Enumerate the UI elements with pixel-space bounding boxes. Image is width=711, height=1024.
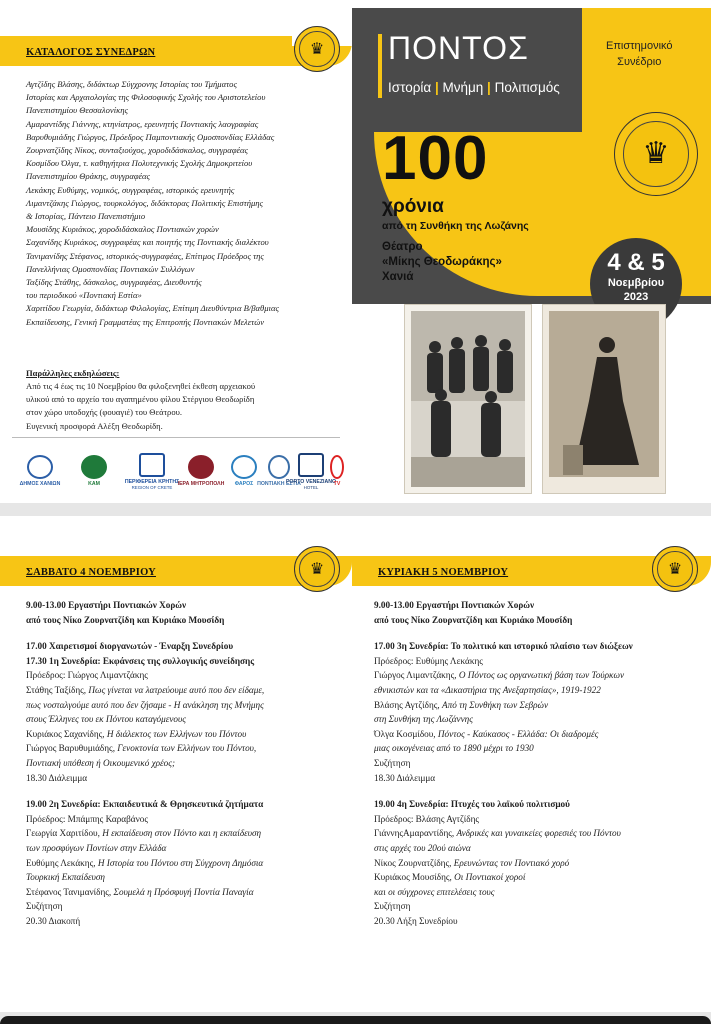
program-line — [374, 870, 633, 885]
program-title-italic: εθνικιστών και τα «Δικαστήρια της Ανεξαρτησίας», 1919-1922 — [374, 684, 601, 695]
program-text: από τους Νίκο Ζουρνατζίδη και Κυριάκο Μουσίδη — [374, 614, 573, 625]
program-title-italic: Ο Πόντος ως οργανωτική βάση των Τούρκων — [458, 670, 625, 681]
divider — [12, 437, 340, 438]
catalog-line: Αγτζίδης Βλάσης, διδάκτωρ Σύγχρονης Ιστορίας του Τμήματος — [26, 79, 237, 89]
parallel-line: στον χώρο υποδοχής (φουαγιέ) του Θεάτρου. — [26, 407, 183, 418]
sponsor-logo — [330, 448, 344, 494]
program-text: Όλγα Κοσμίδου, — [374, 728, 438, 739]
program-text: Βλάσης Αγτζίδης, — [374, 699, 442, 710]
program-text: Γεωργία Χαριτίδου, — [26, 828, 103, 839]
logo-name: ΠΟΝΤΙΑΚΗ ΕΣΤΙΑ — [257, 481, 301, 487]
program-text: 17.30 1η Συνεδρία: Εκφάνσεις της συλλογικής συνείδησης — [26, 655, 255, 666]
program-text: 19.00 4η Συνεδρία: Πτυχές του λαϊκού πολιτισμού — [374, 799, 570, 810]
program-line — [26, 683, 264, 698]
program-title-italic: Η Ιστορία του Πόντου στη Σύγχρονη Δημόσια — [97, 857, 264, 868]
catalog-line: Αμαραντίδης Γιάννης, κτηνίατρος, ερευνητής Ποντιακής λαογραφίας — [26, 118, 259, 129]
cover-title: ΠΟΝΤΟΣ — [388, 30, 529, 66]
program-line — [374, 712, 633, 727]
big-number: 100 — [382, 124, 489, 193]
sponsor-logo — [228, 448, 260, 494]
program-title-italic: Πως γίνεται να λατρεύουμε αυτό που δεν είδαμε, — [88, 684, 265, 695]
logo-mark-icon — [139, 453, 165, 477]
program-title-italic: Τουρκική Εκπαίδευση — [26, 872, 105, 883]
catalog-line: Λεκάκης Ευθύμης, νομικός, συγγραφέας, ιστορικός ερευνητής — [26, 184, 235, 195]
program-line — [26, 654, 264, 669]
logo-name: PORTO VENEZIANO — [285, 478, 337, 485]
program-title-italic: πως νοσταλγούμε αυτό που δεν ζήσαμε - Η ανάκληση της Μνήμης — [26, 699, 264, 710]
venue: Θέατρο «Μίκης Θεοδωράκης» Χανιά — [382, 241, 502, 283]
saturday-title: ΣΑΒΒΑΤΟ 4 ΝΟΕΜΒΡΙΟΥ — [26, 567, 156, 578]
sunday-title: ΚΥΡΙΑΚΗ 5 ΝΟΕΜΒΡΙΟΥ — [378, 567, 509, 578]
catalog-line: Πανελλήνιας Ομοσπονδίας Ποντιακών Συλλόγων — [26, 263, 195, 274]
program-text: 18.30 Διάλειμμα — [374, 772, 436, 783]
program-line — [26, 613, 264, 628]
spacer — [26, 785, 264, 797]
program-text: Πρόεδρος: Μπάμπης Καραβάνος — [26, 813, 148, 824]
logo-name: ΔΗΜΟΣ ΧΑΝΙΩΝ — [19, 481, 61, 487]
catalog-line: του περιοδικού «Ποντιακή Εστία» — [26, 290, 142, 301]
logo-mark-icon — [188, 455, 214, 479]
program-line — [26, 885, 264, 900]
program-line — [374, 698, 633, 713]
program-line — [374, 826, 633, 841]
catalog-panel — [0, 0, 352, 503]
program-text: Συζήτηση — [374, 757, 411, 768]
sunday-panel — [352, 516, 711, 1012]
program-title-italic: Γενοκτονία των Ελλήνων του Πόντου, — [117, 743, 257, 754]
program-title-italic: Πόντος - Καύκασος - Ελλάδα: Οι διαδρομές — [437, 728, 599, 739]
program-line — [374, 771, 633, 786]
program-text: 19.00 2η Συνεδρία: Εκπαιδευτικά & Θρησκευτικά ζητήματα — [26, 799, 264, 810]
sunday-program — [374, 598, 633, 928]
program-text: Στέφανος Τανιμανίδης, — [26, 886, 114, 897]
program-text: από τους Νίκο Ζουρνατζίδη και Κυριάκο Μουσίδη — [26, 614, 225, 625]
program-title-italic: των προσφύγων Ποντίων στην Ελλάδα — [26, 842, 167, 853]
catalog-title: ΚΑΤΑΛΟΓΟΣ ΣΥΝΕΔΡΩΝ — [26, 47, 156, 58]
program-text: Κυριάκος Σαχανίδης, — [26, 728, 107, 739]
sponsor-logo — [124, 448, 180, 494]
bottom-dark-bar — [0, 1016, 711, 1024]
program-text: Γιώργος Βαρυθυμιάδης, — [26, 743, 118, 754]
program-text: 9.00-13.00 Εργαστήρι Ποντιακών Χορών — [374, 600, 535, 610]
program-title-italic: Σουμελά η Πρόσφυγή Ποντία Παναγία — [113, 886, 254, 897]
catalog-line: Σαχανίδης Κυριάκος, συγγραφέας και ποιητής της Ποντιακής διαλέκτου — [26, 237, 269, 248]
logo-sub: REGION OF CRETE — [131, 484, 173, 490]
catalog-list — [26, 78, 279, 329]
program-line — [26, 856, 264, 871]
program-text: Συζήτηση — [26, 901, 63, 912]
program-line — [374, 812, 633, 827]
cover-panel — [352, 0, 711, 503]
parallel-line: Ευγενική προσφορά Αλέξη Θεοδωρίδη. — [26, 420, 163, 431]
double-headed-eagle-icon: ♛ — [309, 39, 325, 58]
program-title-italic: στις αρχές του 20ού αιώνα — [374, 842, 471, 853]
program-text: Πρόεδρος: Βλάσης Αγτζίδης — [374, 813, 480, 824]
logo-sub: HOTEL — [303, 484, 319, 490]
double-headed-eagle-icon: ♛ — [667, 559, 683, 578]
sponsor-logo — [18, 448, 62, 494]
group-portrait-image — [405, 305, 531, 493]
program-title-italic: Η διάλεκτος των Ελλήνων του Πόντου — [106, 728, 247, 739]
double-headed-eagle-icon: ♛ — [309, 559, 325, 578]
program-line — [374, 639, 633, 654]
sponsor-logo — [257, 448, 301, 494]
program-line — [374, 797, 633, 812]
program-title-italic: και οι σύγχρονες επιτελέσεις τους — [374, 886, 495, 897]
program-line — [26, 712, 264, 727]
logo-mark-icon — [268, 455, 290, 479]
logo-mark-icon — [27, 455, 53, 479]
program-text: 17.00 3η Συνεδρία: Το πολιτικό και ιστορικό πλαίσιο των διώξεων — [374, 641, 633, 652]
logo-mark-icon — [81, 455, 107, 479]
cover-subtitle: Ιστορία | Μνήμη | Πολιτισμός — [388, 80, 560, 95]
logo-name: TV — [333, 481, 341, 487]
program-line — [374, 914, 633, 929]
catalog-line: Μουσίδης Κυριάκος, χοροδιδάσκαλος Ποντιακών χορών — [26, 224, 219, 235]
catalog-line: & Ιστορίας, Πάντειο Πανεπιστήμιο — [26, 211, 146, 222]
program-text: Πρόεδρος: Γιώργος Λιμαντζάκης — [26, 670, 148, 681]
date-badge: 4 & 5 Νοεμβρίου 2023 — [590, 238, 682, 330]
program-line — [26, 870, 264, 885]
program-title-italic: Ποντιακή υπόθεση ή Οικουμενικό χρέος; — [26, 757, 176, 768]
program-title-italic: μιας οικογένειας από το 1890 μέχρι το 1930 — [374, 743, 534, 754]
program-line — [374, 683, 633, 698]
treaty-text: από τη Συνθήκη της Λωζάνης — [382, 220, 529, 232]
catalog-line: Βαρυθυμιάδης Γιώργος, Πρόεδρος Παμποντιακής Ομοσπονδίας Ελλάδας — [26, 131, 275, 142]
program-line — [374, 899, 633, 914]
program-line — [374, 856, 633, 871]
program-line — [26, 598, 264, 613]
program-title-italic: Ερευνώντας τον Ποντιακό χορό — [453, 857, 570, 868]
program-title-italic: Η εκπαίδευση στον Πόντο και η εκπαίδευση — [102, 828, 262, 839]
saturday-program — [26, 598, 264, 928]
parallel-events-text — [26, 380, 255, 433]
program-text: Πρόεδρος: Ευθύμης Λεκάκης — [374, 655, 483, 666]
catalog-line: Πανεπιστημίου Θεσσαλονίκης — [26, 105, 128, 116]
program-line — [374, 741, 633, 756]
catalog-line: Ιστορίας και Αρχαιολογίας της Φιλοσοφικής Σχολής του Αριστοτελείου — [26, 92, 266, 103]
program-text: Στάθης Ταξίδης, — [26, 684, 89, 695]
parallel-line: υλικού από το αρχείο του αγαπημένου φίλου Στέργιου Θεοδωρίδη — [26, 394, 255, 405]
conference-label: Επιστημονικό Συνέδριο — [606, 40, 673, 68]
years-word: χρόνια — [382, 196, 444, 217]
spacer — [374, 627, 633, 639]
program-line — [26, 826, 264, 841]
parallel-line: Από τις 4 έως τις 10 Νοεμβρίου θα φιλοξενηθεί έκθεση αρχειακού — [26, 381, 256, 391]
program-line — [374, 756, 633, 771]
program-line — [26, 741, 264, 756]
program-line — [26, 899, 264, 914]
program-title-italic: Οι Ποντιακοί χοροί — [454, 872, 526, 883]
association-seal — [294, 546, 340, 592]
woman-portrait-image — [543, 305, 665, 493]
sponsor-logo — [70, 448, 118, 494]
historic-photo-woman — [542, 304, 666, 494]
program-text: ΓιάννηςΑμαραντίδης, — [374, 828, 457, 839]
cover-accent-bar — [378, 34, 382, 98]
program-text: 17.00 Χαιρετισμοί διοργανωτών - Έναρξη Συνεδρίου — [26, 641, 234, 652]
program-text: Ευθύμης Λεκάκης, — [26, 857, 98, 868]
parallel-title: Παράλληλες εκδηλώσεις: — [26, 368, 120, 378]
program-line — [26, 756, 264, 771]
program-line — [374, 613, 633, 628]
program-line — [26, 698, 264, 713]
program-text: 20.30 Λήξη Συνεδρίου — [374, 915, 458, 926]
program-line — [26, 668, 264, 683]
catalog-line: Χαριτίδου Γεωργία, διδάκτωρ Φιλολογίας, Επίτιμη Διευθύντρια Β/βαθμιας — [26, 303, 279, 314]
program-line — [374, 668, 633, 683]
program-title-italic: Ανδρικές και γυναικείες φορεσιές του Πόντου — [456, 828, 621, 839]
program-line — [374, 654, 633, 669]
saturday-panel — [0, 516, 352, 1012]
association-seal-large — [614, 112, 698, 196]
program-text: Κυριάκος Μουσίδης, — [374, 872, 455, 883]
sponsor-logo — [177, 448, 225, 494]
program-line — [26, 914, 264, 929]
logo-mark-icon — [330, 455, 344, 479]
catalog-line: Ταξίδης Στάθης, δάσκαλος, συγγραφέας, Διευθυντής — [26, 277, 202, 288]
catalog-line: Εκπαίδευσης, Γενική Γραμματέας της Επιτροπής Ποντιακών Μελετών — [26, 316, 265, 327]
program-line — [26, 812, 264, 827]
catalog-line: Λιμαντζάκης Γιώργος, τουρκολόγος, διδάκτορας Πολιτικής Επιστήμης — [26, 197, 264, 208]
program-text: Συζήτηση — [374, 901, 411, 912]
program-text: 18.30 Διάλειμμα — [26, 772, 88, 783]
program-title-italic: στη Συνθήκη της Λωζάννης — [374, 714, 473, 725]
program-text: Νίκος Ζουρνατζίδης, — [374, 857, 454, 868]
catalog-line: Ζουρνατζίδης Νίκος, συνταξιούχος, χοροδιδάσκαλος, συγγραφέας — [26, 145, 248, 156]
program-line — [26, 639, 264, 654]
program-line — [26, 727, 264, 742]
association-seal — [652, 546, 698, 592]
program-line — [26, 771, 264, 786]
program-line — [374, 598, 633, 613]
program-line — [26, 841, 264, 856]
logo-name: ΚΑΜ — [88, 481, 100, 487]
program-title-italic: Από τη Συνθήκη των Σεβρών — [441, 699, 549, 710]
logo-name: ΠΕΡΙΦΕΡΕΙΑ ΚΡΗΤΗΣ — [124, 478, 180, 485]
logo-name: ΙΕΡΑ ΜΗΤΡΟΠΟΛΗ — [177, 481, 225, 487]
program-line — [374, 841, 633, 856]
program-line — [374, 885, 633, 900]
double-headed-eagle-icon: ♛ — [642, 136, 670, 171]
logo-mark-icon — [231, 455, 257, 479]
program-text: 9.00-13.00 Εργαστήρι Ποντιακών Χορών — [26, 600, 187, 610]
spacer — [374, 785, 633, 797]
logo-name: ΦΑΡΟΣ — [234, 481, 254, 487]
catalog-line: Τανιμανίδης Στέφανος, ιστορικός-συγγραφέας, Επίτιμος Πρόεδρος της — [26, 250, 264, 261]
program-line — [374, 727, 633, 742]
spacer — [26, 627, 264, 639]
catalog-line: Κοσμίδου Όλγα, τ. καθηγήτρια Πολυτεχνικής Σχολής Δημοκριτείου — [26, 158, 253, 169]
historic-photo-group — [404, 304, 532, 494]
program-line — [26, 797, 264, 812]
program-text: 20.30 Διακοπή — [26, 915, 81, 926]
association-seal — [294, 26, 340, 72]
program-text: Γιώργος Λιμαντζάκης, — [374, 670, 459, 681]
logo-mark-icon — [298, 453, 324, 477]
program-title-italic: στους Έλληνες του εκ Πόντου καταγόμενους — [26, 714, 186, 725]
catalog-line: Πανεπιστημίου Θράκης, συγγραφέας — [26, 171, 151, 182]
